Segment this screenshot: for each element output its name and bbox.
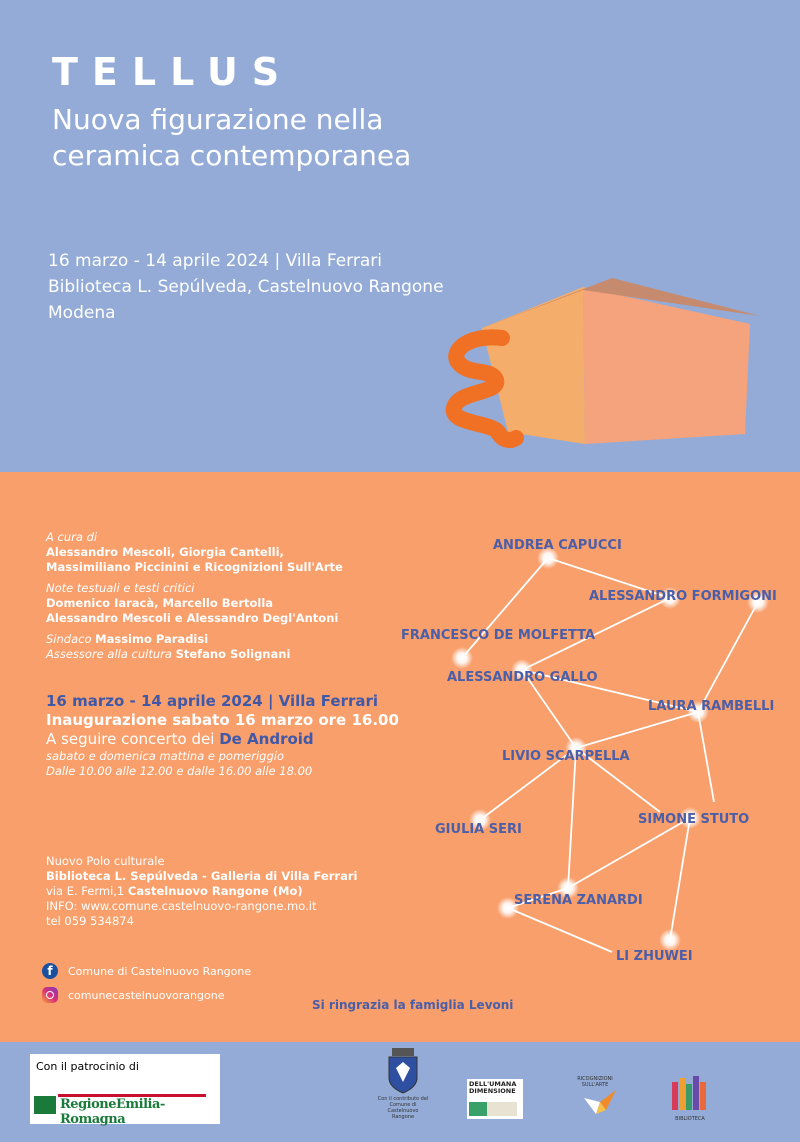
books-icon [670,1074,710,1114]
hours-line-2: Dalle 10.00 alle 12.00 e dalle 16.00 alle 18.00 [46,764,313,778]
dimensione-logo [467,1079,523,1119]
assessor-label: Assessore alla cultura [46,647,172,661]
concert-prefix: A seguire concerto dei [46,730,215,748]
biblioteca-label: BIBLIOTECA [675,1116,705,1122]
header-dates [48,248,444,326]
notes-label: Note testuali e testi critici [46,581,195,595]
curated-line-2: Massimiliano Piccinini e Ricognizioni Sull'Arte [46,560,343,574]
artist-name: LAURA RAMBELLI [648,699,775,714]
event-block [46,692,399,779]
notes-line-1: Domenico Iaracà, Marcello Bertolla [46,596,274,610]
patronage-box [30,1054,220,1127]
thanks-note: Si ringrazia la famiglia Levoni [312,998,514,1012]
artist-name: GIULIA SERI [435,822,522,837]
artist-name: LIVIO SCARPELLA [502,749,630,764]
instagram-icon [42,987,58,1003]
region-flag-icon [34,1096,56,1114]
notes-line-2: Alessandro Mescoli e Alessandro Degl'Antoni [46,611,339,625]
curated-line-1: Alessandro Mescoli, Giorgia Cantelli, [46,545,284,559]
dimensione-line-2: DIMENSIONE [469,1087,516,1095]
venue-info[interactable]: INFO: www.comune.castelnuovo-rangone.mo.it [46,899,317,913]
credits-block [46,530,343,662]
assessor-name: Stefano Solignani [175,647,291,661]
venue-line-2: Biblioteca L. Sepúlveda - Galleria di Villa Ferrari [46,869,358,883]
instagram-label: comunecastelnuovorangone [68,988,225,1002]
mayor-name: Massimo Paradisi [95,632,209,646]
instagram-link[interactable] [42,987,224,1003]
poster-title: TELLUS [52,50,294,94]
header-dates-line-2: Biblioteca L. Sepúlveda, Castelnuovo Rangone [48,277,444,297]
artist-name: SIMONE STUTO [638,812,750,827]
house-illustration [440,272,770,452]
venue-line-1: Nuovo Polo culturale [46,854,165,868]
artist-name: LI ZHUWEI [616,949,693,964]
comune-caption: Con il contributo del Comune di Castelnuovo Rangone [377,1096,429,1120]
venue-tel: tel 059 534874 [46,914,134,928]
subtitle-line-1: Nuova figurazione nella [52,103,384,136]
ricognizioni-label: RICOGNIZIONI SULL'ARTE [577,1076,613,1088]
poster-subtitle [52,102,411,174]
facebook-icon: f [42,963,58,979]
artist-name: SERENA ZANARDI [514,893,643,908]
comune-crest-icon [386,1048,420,1094]
dimensione-line-1: DELL'UMANA [469,1080,517,1088]
hours-line-1: sabato e domenica mattina e pomeriggio [46,749,284,763]
origami-bird-icon [582,1088,618,1116]
facebook-label: Comune di Castelnuovo Rangone [68,964,252,978]
region-logo [34,1094,204,1127]
venue-town: Castelnuovo Rangone (Mo) [127,884,303,898]
header-dates-line-1: 16 marzo - 14 aprile 2024 | Villa Ferrari [48,251,382,271]
venue-block [46,854,357,929]
mayor-label: Sindaco [46,632,92,646]
artist-name: FRANCESCO DE MOLFETTA [401,628,596,643]
subtitle-line-2: ceramica contemporanea [52,139,412,172]
venue-street: via E. Fermi,1 [46,884,125,898]
patronage-label: Con il patrocinio di [36,1060,139,1073]
header-dates-line-3: Modena [48,303,116,323]
artist-name: ALESSANDRO GALLO [447,670,598,685]
facebook-link[interactable] [42,963,251,979]
band-name: De Android [219,730,314,748]
event-dates: 16 marzo - 14 aprile 2024 | Villa Ferrari [46,692,379,710]
event-inauguration: Inaugurazione sabato 16 marzo ore 16.00 [46,711,399,729]
curated-label: A cura di [46,530,98,544]
region-name: RegioneEmilia-Romagna [60,1097,165,1127]
artist-name: ANDREA CAPUCCI [493,538,622,553]
artist-name: ALESSANDRO FORMIGONI [589,589,777,604]
